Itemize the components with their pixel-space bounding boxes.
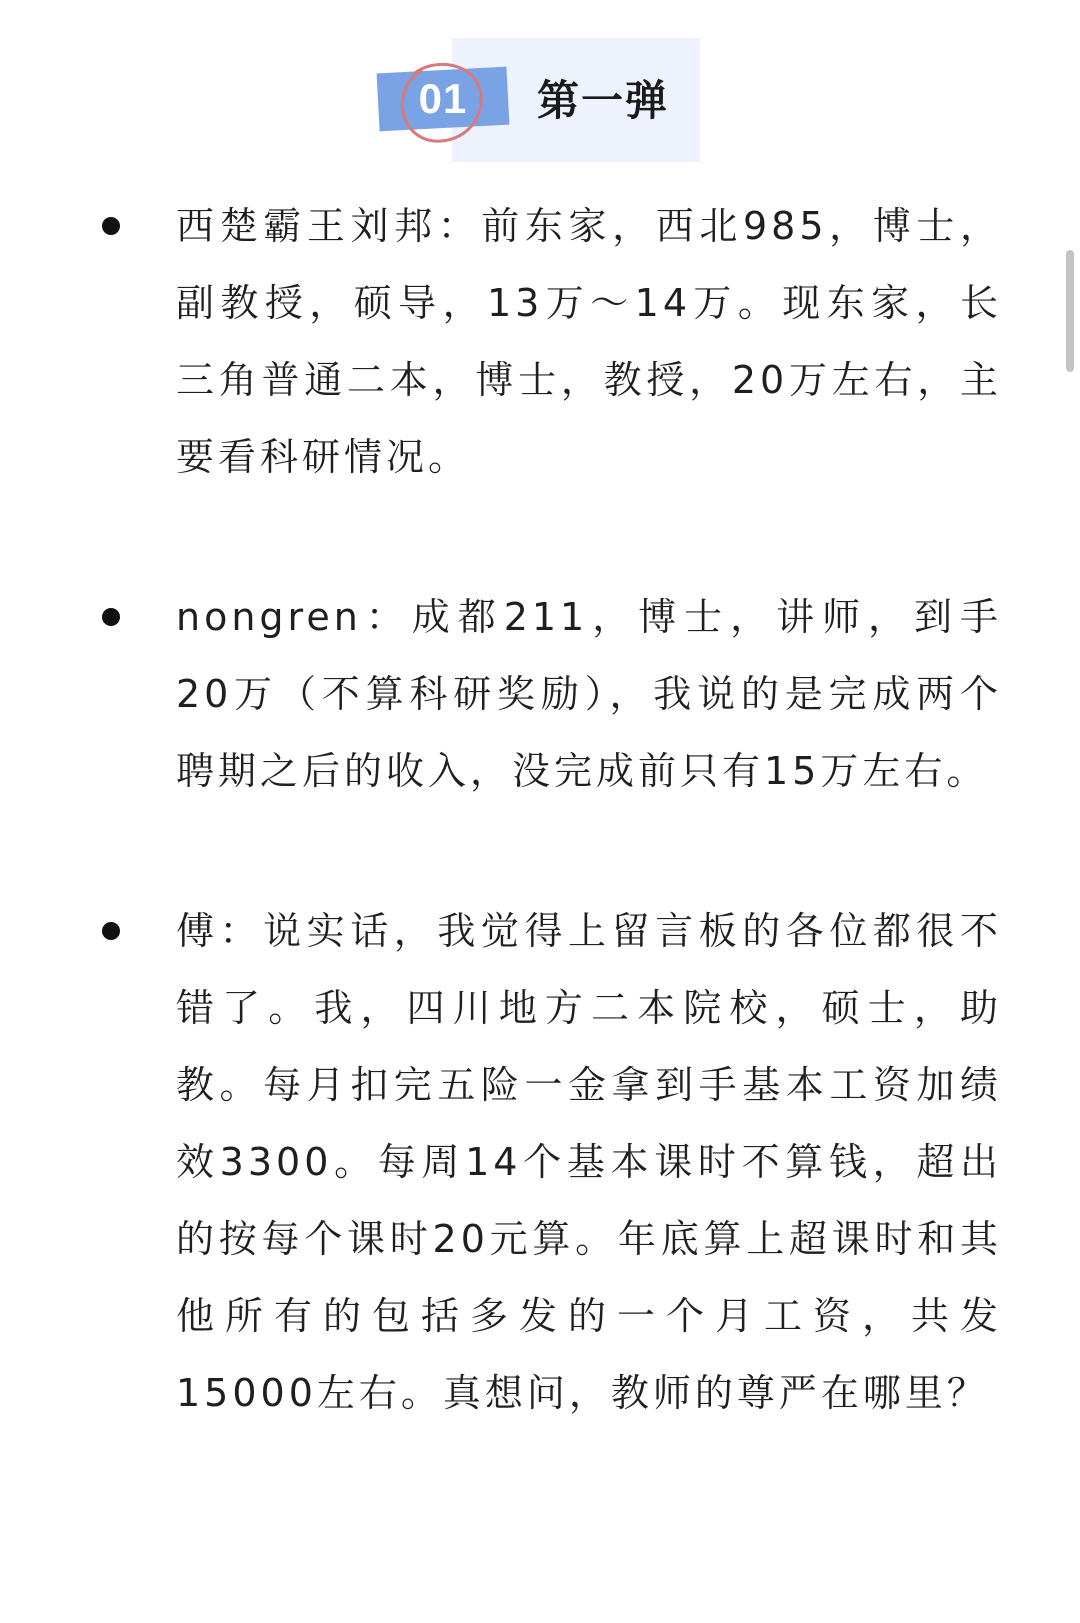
section-header [0,0,1080,170]
comment-list [0,188,1080,1515]
comment-text: 傅：说实话，我觉得上留言板的各位都很不错了。我，四川地方二本院校，硕士，助教。每月扣完五险一金拿到手基本工资加绩效3300。每周14个基本课时不算钱，超出的按每个课时20元算。年底算上超课时和其他所有的包括多发的一个月工资，共发15000左右。真想问，教师的尊严在哪里？ [176,909,1002,1415]
comment-text: nongren：成都211，博士，讲师，到手20万（不算科研奖励），我说的是完成两个聘期之后的收入，没完成前只有15万左右。 [176,595,1002,793]
section-number: 01 [418,75,468,122]
list-item [0,188,1080,496]
bullet-icon [102,217,120,235]
comment-text: 西楚霸王刘邦：前东家，西北985，博士，副教授，硕导，13万～14万。现东家，长三角普通二本，博士，教授，20万左右，主要看科研情况。 [176,204,1002,479]
bullet-icon [102,608,120,626]
bullet-icon [102,922,120,940]
list-item [0,579,1080,810]
section-title: 第一弹 [537,76,670,125]
list-item [0,893,1080,1432]
